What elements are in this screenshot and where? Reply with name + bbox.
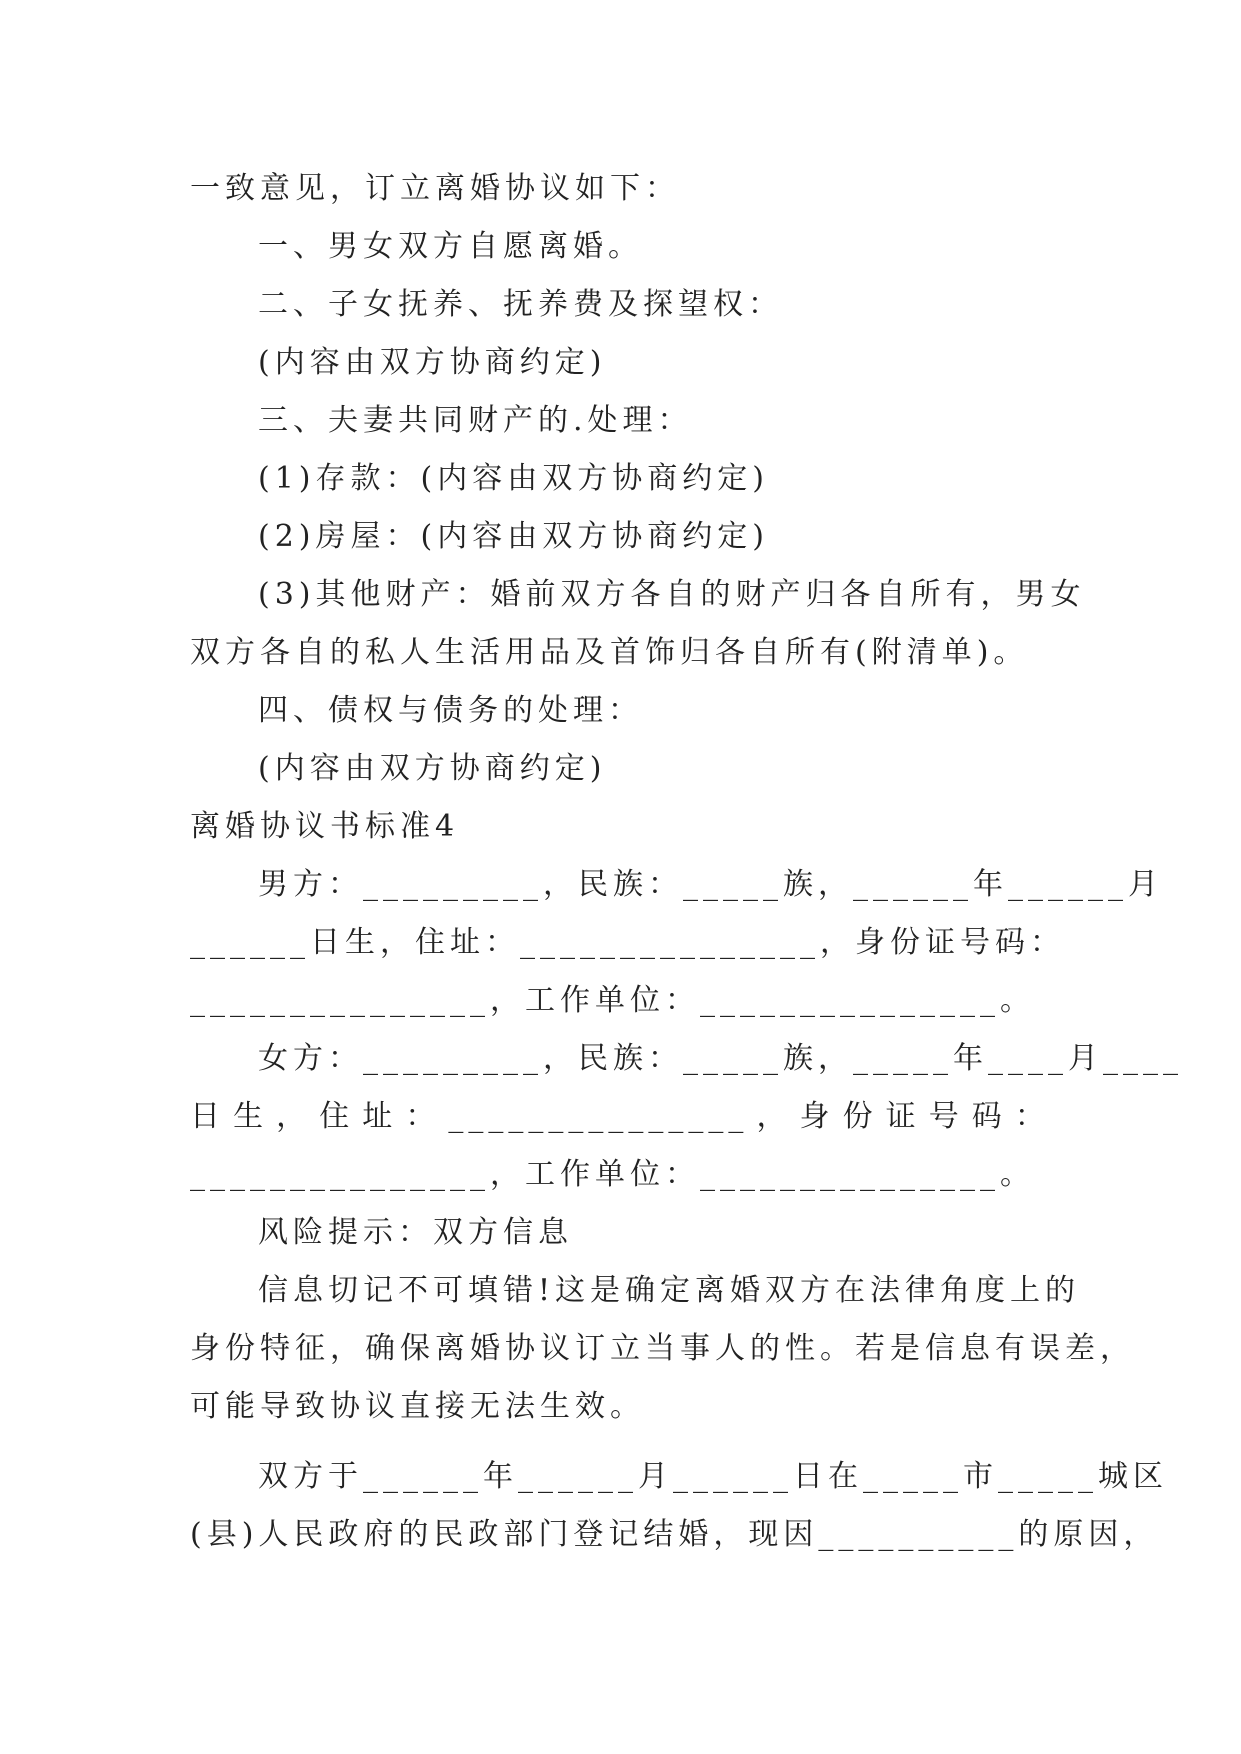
justified-token: 址：	[450, 925, 520, 960]
justified-token: ______日	[190, 925, 345, 960]
clause-4-content: (内容由双方协商约定)	[258, 751, 607, 786]
marriage-registration-line-2: (县)人民政府的民政部门登记结婚，现因__________的原因，	[190, 1517, 1159, 1552]
justified-token: 住	[319, 1099, 355, 1134]
clause-4-heading: 四、债权与债务的处理：	[258, 693, 643, 728]
justified-token: 证	[885, 1099, 921, 1134]
justified-token: 住	[415, 925, 450, 960]
justified-token: ，	[276, 1099, 312, 1134]
clause-2-content: (内容由双方协商约定)	[258, 345, 607, 380]
female-party-line-3: _______________，工作单位：_______________。	[190, 1157, 1035, 1192]
risk-tip-text-1: 信息切记不可填错!这是确定离婚双方在法律角度上的	[258, 1273, 1081, 1308]
justified-token: 码	[971, 1099, 1007, 1134]
clause-3-item-3-cont: 双方各自的私人生活用品及首饰归各自所有(附清单)。	[190, 635, 1029, 670]
justified-token: _______________	[448, 1099, 749, 1134]
justified-token: _______________，	[520, 925, 855, 960]
justified-token: 生	[233, 1099, 269, 1134]
justified-token: 址	[362, 1099, 398, 1134]
clause-3-item-3: (3)其他财产：婚前双方各自的财产归各自所有，男女	[258, 577, 1086, 612]
justified-token: 生，	[345, 925, 415, 960]
male-party-line-2	[190, 914, 1065, 972]
female-party-line-2	[190, 1088, 1050, 1146]
justified-token: 日	[190, 1099, 225, 1134]
clause-3-item-2: (2)房屋：(内容由双方协商约定)	[258, 519, 769, 554]
justified-token: ：	[405, 1099, 441, 1134]
justified-token: 证	[925, 925, 960, 960]
male-party-line-3: _______________，工作单位：_______________。	[190, 983, 1035, 1018]
risk-tip-text-3: 可能导致协议直接无法生效。	[190, 1389, 645, 1424]
marriage-registration-line-1: 双方于______年______月______日在_____市_____城区	[258, 1459, 1168, 1494]
clause-2-heading: 二、子女抚养、抚养费及探望权：	[258, 287, 783, 322]
clause-1: 一、男女双方自愿离婚。	[258, 229, 643, 264]
justified-token: 号	[928, 1099, 964, 1134]
justified-token: ：	[1014, 1099, 1050, 1134]
female-party-line-1: 女方：_________，民族：_____族，_____年____月____	[258, 1041, 1183, 1076]
justified-token: ，	[756, 1099, 792, 1134]
document-body	[190, 160, 1183, 1564]
justified-token: 份	[890, 925, 925, 960]
clause-3-item-1: (1)存款：(内容由双方协商约定)	[258, 461, 769, 496]
risk-tip-text-2: 身份特征，确保离婚协议订立当事人的性。若是信息有误差，	[190, 1331, 1135, 1366]
justified-token: 身	[855, 925, 890, 960]
justified-token: 码：	[995, 925, 1065, 960]
justified-token: 号	[960, 925, 995, 960]
justified-token: 身	[799, 1099, 835, 1134]
section-title: 离婚协议书标准4	[190, 809, 460, 844]
risk-tip-heading: 风险提示：双方信息	[258, 1215, 573, 1250]
clause-3-heading: 三、夫妻共同财产的.处理：	[258, 403, 693, 438]
male-party-line-1: 男方：_________，民族：_____族，______年______月	[258, 867, 1163, 902]
text-line: 一致意见，订立离婚协议如下：	[190, 171, 680, 206]
justified-token: 份	[842, 1099, 878, 1134]
